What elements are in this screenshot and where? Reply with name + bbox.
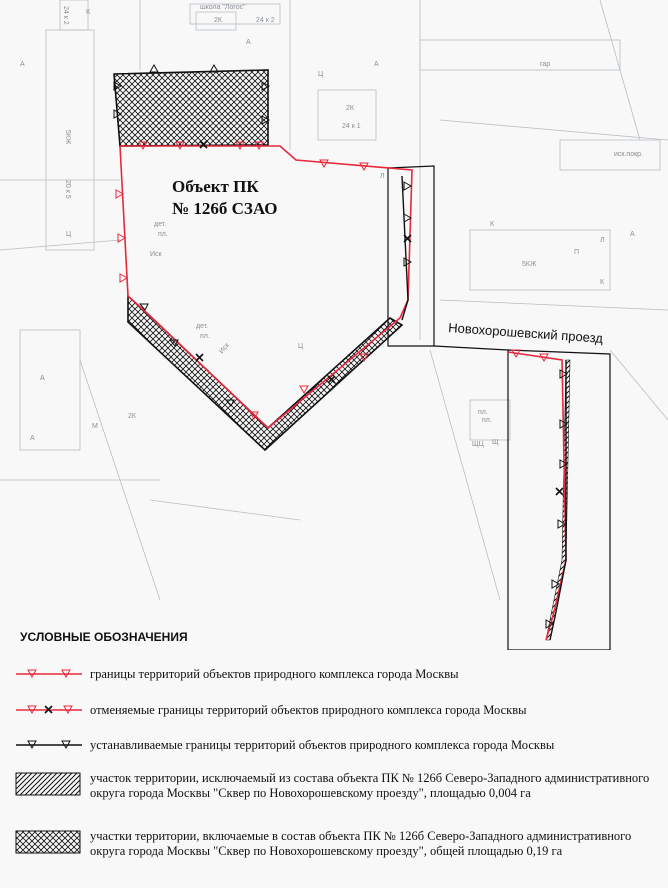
map-label: иск.покр. <box>614 151 644 158</box>
building-right-top <box>420 40 620 70</box>
cross-hatch-swatch-icon <box>14 829 84 855</box>
legend-item-text: устанавливаемые границы территорий объектов природного комплекса города Москвы <box>90 738 555 752</box>
map-label: 24 к 1 <box>342 123 361 130</box>
map-label: Иск <box>218 341 231 356</box>
street-label: Новохорошевский проезд <box>447 320 604 346</box>
legend-title: УСЛОВНЫЕ ОБОЗНАЧЕНИЯ <box>20 630 188 644</box>
outline-box-south <box>508 350 610 650</box>
legend-item-text: участок территории, исключаемый из состава объекта ПК № 126б Северо-Западного административного округа города Москвы "Сквер по Новохорошевскому проезду", площадью 0,004 га <box>90 771 650 800</box>
map-label: дет. <box>154 221 167 228</box>
building-isk <box>560 140 660 170</box>
map-label: А <box>630 231 635 238</box>
map-label: ЩЦ <box>472 441 484 448</box>
map-label: А <box>374 61 379 68</box>
marker-cross <box>196 354 203 361</box>
map-label: Л <box>380 173 385 180</box>
object-title-line1: Объект ПК <box>172 177 259 196</box>
map-label: 2К <box>128 413 136 420</box>
marker-triangle <box>118 234 125 242</box>
map-label: пл. <box>478 409 488 416</box>
marker-triangle <box>150 65 158 72</box>
map-label: гар <box>540 61 551 68</box>
marker-triangle <box>404 182 411 190</box>
map-label: К <box>600 279 605 286</box>
map-label: М <box>92 423 98 430</box>
map-label: 20 к 5 <box>64 180 71 199</box>
map-label: К <box>490 221 495 228</box>
marker-triangle <box>320 160 328 167</box>
boundary-east-strip <box>508 352 566 640</box>
legend-item-text: границы территорий объектов природного комплекса города Москвы <box>90 667 459 681</box>
legend-item-text: отменяемые границы территорий объектов природного комплекса города Москвы <box>90 703 527 717</box>
object-title-line2: № 126б СЗАО <box>172 199 278 218</box>
red-boundary-triangles-icon <box>14 667 84 681</box>
included-area-top <box>114 70 268 146</box>
boundary-established <box>402 176 408 320</box>
boundary-main <box>120 146 412 428</box>
map-label: 5КЖ <box>522 261 537 268</box>
building-5kzh-right <box>470 230 610 290</box>
map-label: А <box>246 39 251 46</box>
building-24k1 <box>318 90 376 140</box>
included-area-bottom <box>128 296 402 450</box>
map-label: Л <box>600 237 605 244</box>
map-label: пл. <box>482 417 492 424</box>
map-label: пл. <box>200 333 210 340</box>
map-label: Ц <box>298 343 304 350</box>
map-label: К <box>86 9 91 16</box>
red-boundary-crosses-icon <box>14 703 84 717</box>
legend-item-text: участки территории, включаемые в состав объекта ПК № 126б Северо-Западного административного округа города Москвы "Сквер по Новохорошевскому проезду", общей площадью 0,19 га <box>90 829 632 858</box>
diagonal-hatch-swatch-icon <box>14 771 84 797</box>
map-label: пл. <box>158 231 168 238</box>
outline-connector <box>434 346 508 350</box>
map-label: П <box>574 249 580 256</box>
map-label: Щ <box>492 439 499 446</box>
map-label: Иск <box>150 251 162 258</box>
map-label: 24 к 2 <box>256 17 275 24</box>
map-label: 2К <box>214 17 222 24</box>
marker-triangle <box>120 274 127 282</box>
map-label: 2К <box>346 105 354 112</box>
black-boundary-triangles-icon <box>14 738 84 752</box>
legend <box>0 625 668 888</box>
map-label: А <box>40 375 45 382</box>
map-label: Ц <box>66 231 72 238</box>
map-label: 24 к 2 <box>62 6 69 25</box>
building-bottom-left <box>20 330 80 450</box>
map-label: 5КЖ <box>64 130 71 145</box>
marker-cross <box>556 488 563 495</box>
map-label: дет. <box>196 323 209 330</box>
map-label: школа "Логос" <box>200 4 246 11</box>
map-label: А <box>20 61 25 68</box>
map-label: А <box>30 435 35 442</box>
map-label: Ц <box>318 71 324 78</box>
